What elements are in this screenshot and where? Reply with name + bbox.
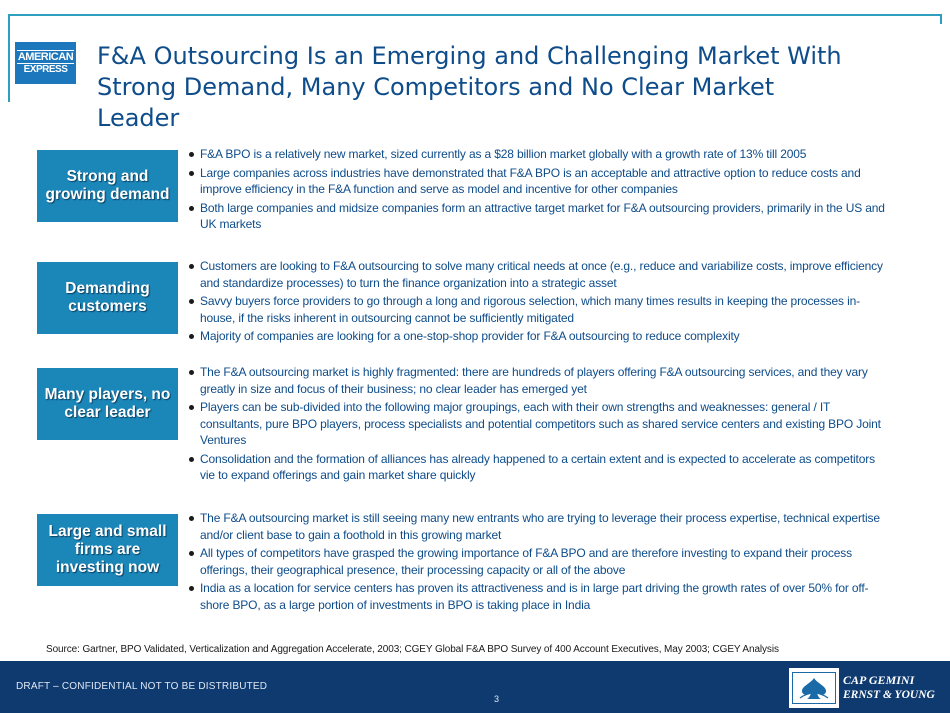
- right-rule-tick: [940, 14, 942, 24]
- bullet-item: All types of competitors have grasped the growing importance of F&A BPO and are therefore investing to expand their process offerings, their geographical presence, their processing capacity or all of the above: [188, 545, 888, 578]
- bullet-list: [188, 258, 888, 347]
- spade-icon: [792, 672, 836, 704]
- bullet-item: The F&A outsourcing market is highly fragmented: there are hundreds of players offering F&A outsourcing services, and they vary greatly in size and focus of their business; no clear leader has emerged yet: [188, 364, 888, 397]
- logo-line-1: AMERICAN: [17, 51, 74, 63]
- page-number: 3: [494, 694, 500, 704]
- left-rule: [8, 14, 10, 102]
- company-logo-line-2: ERNST & YOUNG: [843, 689, 935, 701]
- bullet-item: Savvy buyers force providers to go through a long and rigorous selection, which many times results in keeping the processes in-house, if the risks inherent in outsourcing cannot be sufficiently mitigated: [188, 293, 888, 326]
- logo-line-2: EXPRESS: [23, 64, 68, 75]
- page-title: F&A Outsourcing Is an Emerging and Challenging Market With Strong Demand, Many Competitors and No Clear Market Leader: [97, 42, 842, 132]
- american-express-logo: [15, 42, 76, 84]
- bullet-item: Both large companies and midsize companies form an attractive target market for F&A outsourcing providers, primarily in the US and UK markets: [188, 200, 888, 233]
- cap-gemini-ernst-young-logo: [789, 668, 941, 708]
- bullet-item: Large companies across industries have demonstrated that F&A BPO is an acceptable and attractive option to reduce costs and improve efficiency in the F&A function and serve as model and incentive for other companies: [188, 165, 888, 198]
- bullet-list: [188, 146, 888, 235]
- company-logo-text: [839, 668, 941, 708]
- footer-bar: [0, 661, 950, 713]
- draft-notice: DRAFT – CONFIDENTIAL NOT TO BE DISTRIBUTED: [16, 681, 268, 692]
- section-label: Many players, no clear leader: [37, 368, 178, 440]
- bullet-item: Players can be sub-divided into the following major groupings, each with their own strengths and weaknesses: general / IT consultants, pure BPO players, process specialists and potential competitors such as shared service centers and existing BPO Joint Ventures: [188, 399, 888, 449]
- bullet-item: Majority of companies are looking for a one-stop-shop provider for F&A outsourcing to reduce complexity: [188, 328, 888, 345]
- bullet-item: The F&A outsourcing market is still seeing many new entrants who are trying to leverage their process expertise, technical expertise and/or client base to gain a foothold in this growing market: [188, 510, 888, 543]
- bullet-list: [188, 510, 888, 615]
- source-note: Source: Gartner, BPO Validated, Verticalization and Aggregation Accelerate, 2003; CGEY Global F&A BPO Survey of 400 Account Executives, May 2003; CGEY Analysis: [46, 644, 779, 655]
- bullet-item: F&A BPO is a relatively new market, sized currently as a $28 billion market globally with a growth rate of 13% till 2005: [188, 146, 888, 163]
- top-rule: [8, 14, 942, 16]
- section-label: Large and small firms are investing now: [37, 514, 178, 586]
- bullet-item: Customers are looking to F&A outsourcing to solve many critical needs at once (e.g., reduce and variabilize costs, improve efficiency and standardize processes) to turn the finance organization into a strategic asset: [188, 258, 888, 291]
- section-label: Demanding customers: [37, 262, 178, 334]
- section-label: Strong and growing demand: [37, 150, 178, 222]
- bullet-item: India as a location for service centers has proven its attractiveness and is in large part driving the growth rates of over 50% for off-shore BPO, as a large portion of investments in BPO is taking place in India: [188, 580, 888, 613]
- company-logo-line-1: CAP GEMINI: [843, 673, 915, 687]
- bullet-list: [188, 364, 888, 486]
- bullet-item: Consolidation and the formation of alliances has already happened to a certain extent and is expected to accelerate as competitors vie to expand offerings and gain market share quickly: [188, 451, 888, 484]
